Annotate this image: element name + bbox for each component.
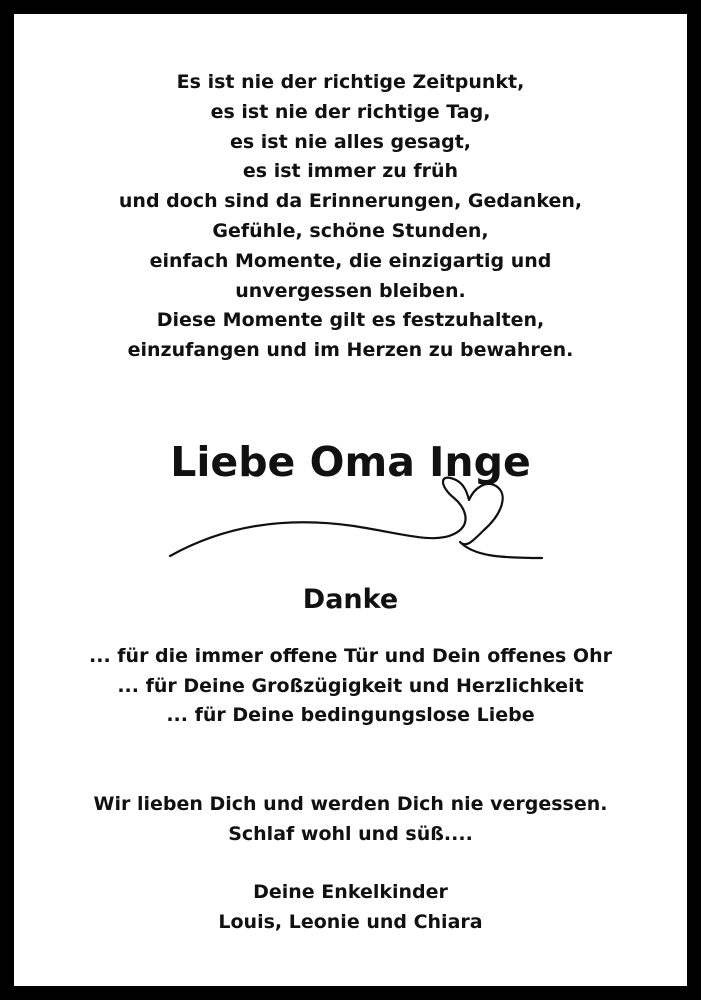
heart-icon [170, 478, 542, 558]
thanks-line: ... für die immer offene Tür und Dein offenes Ohr [89, 645, 612, 667]
poem [14, 68, 687, 366]
poem-line: Gefühle, schöne Stunden, [212, 219, 489, 242]
poem-line: Es ist nie der richtige Zeitpunkt, [176, 71, 525, 93]
poem-line: es ist nie der richtige Tag, [210, 100, 491, 123]
memorial-card [14, 14, 687, 986]
thanks-list [14, 642, 687, 731]
thanks-title: Danke [302, 584, 399, 615]
heart-line-ornament [164, 476, 544, 572]
closing-text [14, 790, 687, 849]
signature-line: Louis, Leonie und Chiara [218, 910, 483, 933]
poem-line: einfach Momente, die einzigartig und [149, 249, 552, 272]
closing-line: Schlaf wohl und süß.... [228, 822, 473, 845]
dedication-name: Liebe Oma Inge [170, 438, 531, 486]
thanks-line: ... für Deine Großzügigkeit und Herzlichkeit [117, 674, 584, 697]
poem-line: es ist nie alles gesagt, [229, 130, 472, 153]
signature-line: Deine Enkelkinder [253, 881, 448, 903]
poem-line: und doch sind da Erinnerungen, Gedanken, [118, 190, 583, 213]
poem-line: einzufangen und im Herzen zu bewahren. [127, 339, 574, 362]
poem-line: Diese Momente gilt es festzuhalten, [156, 309, 545, 332]
poem-line: unvergessen bleiben. [235, 279, 466, 302]
signature [14, 878, 687, 937]
thanks-line: ... für Deine bedingungslose Liebe [166, 704, 535, 726]
closing-line: Wir lieben Dich und werden Dich nie vergessen. [93, 793, 608, 815]
poem-line: es ist immer zu früh [242, 160, 459, 183]
